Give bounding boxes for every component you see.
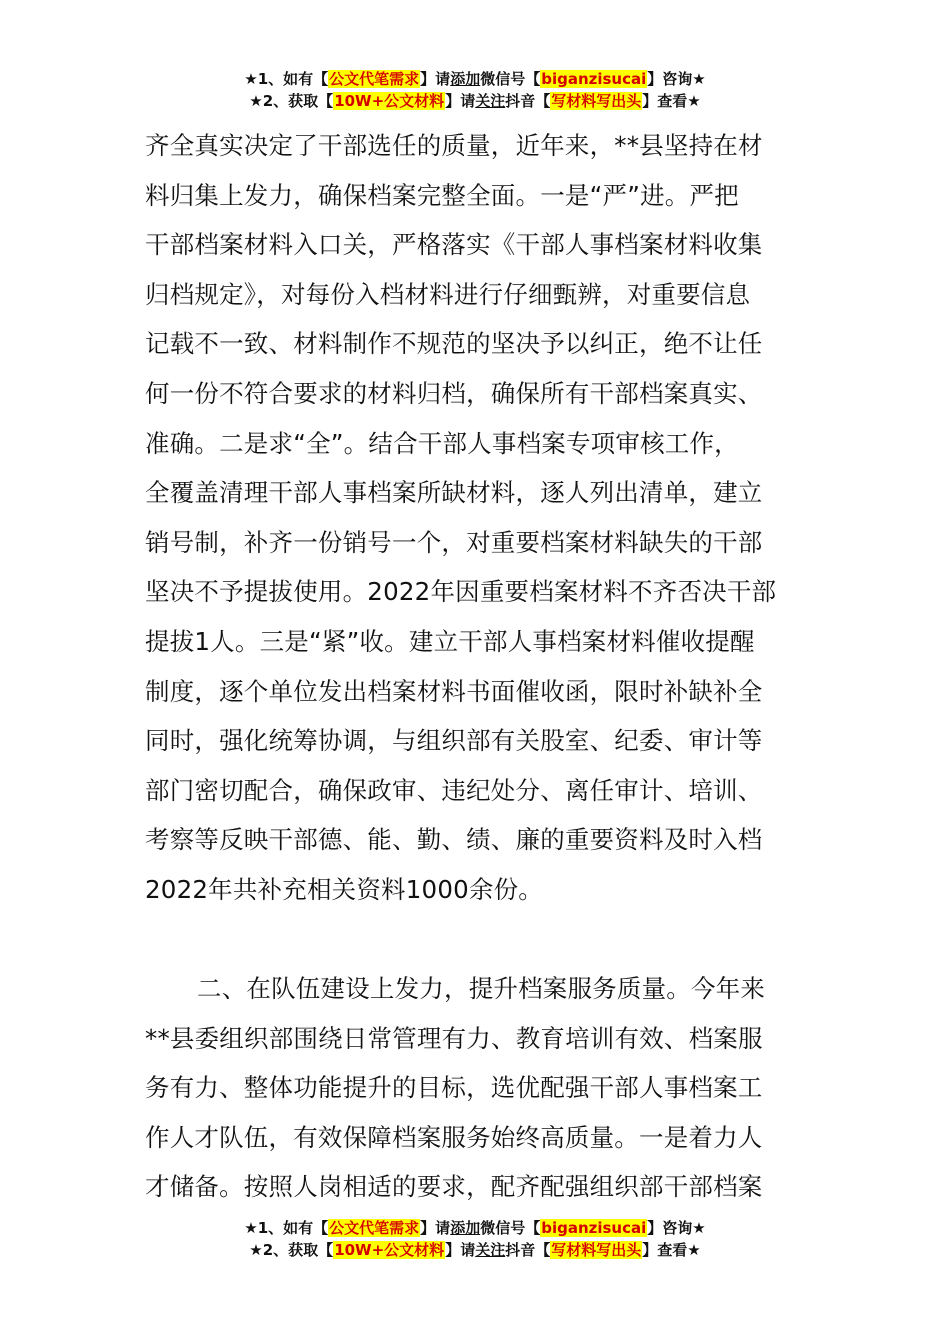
banner-text: 】咨询★ bbox=[647, 70, 706, 88]
banner-line-1 bbox=[0, 68, 950, 90]
banner-text: ★2、获取【 bbox=[249, 92, 334, 110]
header-banner bbox=[0, 68, 950, 112]
text-line: 同时，强化统筹协调，与组织部有关股室、纪委、审计等 bbox=[145, 726, 763, 756]
text-line: 干部档案材料入口关，严格落实《干部人事档案材料收集 bbox=[145, 230, 763, 260]
banner-highlight: 10W+公文材料 bbox=[334, 1241, 445, 1259]
text-line: 考察等反映干部德、能、勤、绩、廉的重要资料及时入档 bbox=[145, 825, 763, 855]
footer-banner bbox=[0, 1217, 950, 1261]
text-line: 二、在队伍建设上发力，提升档案服务质量。今年来 bbox=[197, 974, 766, 1004]
banner-highlight: biganzisucai bbox=[541, 70, 647, 88]
text-line: 料归集上发力，确保档案完整全面。一是“严”进。严把 bbox=[145, 180, 739, 210]
banner-text: 抖音【 bbox=[505, 1241, 551, 1259]
document-body bbox=[145, 121, 807, 1212]
banner-underlined: 添加 bbox=[450, 70, 481, 88]
banner-text: ★2、获取【 bbox=[249, 1241, 334, 1259]
banner-text: 】请 bbox=[420, 1219, 451, 1237]
banner-underlined: 关注 bbox=[475, 92, 506, 110]
banner-text: 微信号【 bbox=[480, 1219, 541, 1237]
banner-underlined: 关注 bbox=[475, 1241, 506, 1259]
paragraph-1 bbox=[145, 121, 807, 915]
text-line: 提拔1人。三是“紧”收。建立干部人事档案材料催收提醒 bbox=[145, 626, 755, 656]
text-line: 归档规定》，对每份入档材料进行仔细甄辨，对重要信息 bbox=[145, 279, 751, 309]
banner-highlight: 10W+公文材料 bbox=[334, 92, 445, 110]
banner-line-2 bbox=[0, 1239, 950, 1261]
banner-highlight: 写材料写出头 bbox=[551, 1241, 642, 1259]
text-line: 制度，逐个单位发出档案材料书面催收函，限时补缺补全 bbox=[145, 676, 763, 706]
banner-line-1 bbox=[0, 1217, 950, 1239]
banner-text: 】查看★ bbox=[642, 92, 701, 110]
banner-text: 】查看★ bbox=[642, 1241, 701, 1259]
text-line: 部门密切配合，确保政审、违纪处分、离任审计、培训、 bbox=[145, 775, 763, 805]
banner-text: 】请 bbox=[445, 1241, 476, 1259]
banner-highlight: 公文代笔需求 bbox=[329, 70, 420, 88]
banner-text: ★1、如有【 bbox=[244, 70, 329, 88]
text-line: 准确。二是求“全”。结合干部人事档案专项审核工作， bbox=[145, 428, 739, 458]
banner-text: 】请 bbox=[420, 70, 451, 88]
banner-text: ★1、如有【 bbox=[244, 1219, 329, 1237]
banner-text: 】咨询★ bbox=[647, 1219, 706, 1237]
banner-highlight: 写材料写出头 bbox=[551, 92, 642, 110]
banner-line-2 bbox=[0, 90, 950, 112]
text-line: **县委组织部围绕日常管理有力、教育培训有效、档案服 bbox=[145, 1023, 763, 1053]
text-line: 记载不一致、材料制作不规范的坚决予以纠正，绝不让任 bbox=[145, 329, 763, 359]
banner-highlight: biganzisucai bbox=[541, 1219, 647, 1237]
text-line: 坚决不予提拔使用。2022年因重要档案材料不齐否决干部 bbox=[145, 577, 777, 607]
banner-highlight: 公文代笔需求 bbox=[329, 1219, 420, 1237]
paragraph-2 bbox=[145, 964, 807, 1212]
text-line: 全覆盖清理干部人事档案所缺材料，逐人列出清单，建立 bbox=[145, 478, 763, 508]
text-line: 销号制，补齐一份销号一个，对重要档案材料缺失的干部 bbox=[145, 527, 763, 557]
banner-text: 抖音【 bbox=[505, 92, 551, 110]
text-line: 务有力、整体功能提升的目标，选优配强干部人事档案工 bbox=[145, 1073, 763, 1103]
banner-underlined: 添加 bbox=[450, 1219, 481, 1237]
banner-text: 微信号【 bbox=[480, 70, 541, 88]
text-line: 何一份不符合要求的材料归档，确保所有干部档案真实、 bbox=[145, 378, 763, 408]
text-line: 才储备。按照人岗相适的要求，配齐配强组织部干部档案 bbox=[145, 1172, 763, 1202]
text-line: 作人才队伍，有效保障档案服务始终高质量。一是着力人 bbox=[145, 1122, 763, 1152]
text-line: 齐全真实决定了干部选任的质量，近年来，**县坚持在材 bbox=[145, 131, 763, 160]
text-line: 2022年共补充相关资料1000余份。 bbox=[145, 874, 543, 904]
banner-text: 】请 bbox=[445, 92, 476, 110]
